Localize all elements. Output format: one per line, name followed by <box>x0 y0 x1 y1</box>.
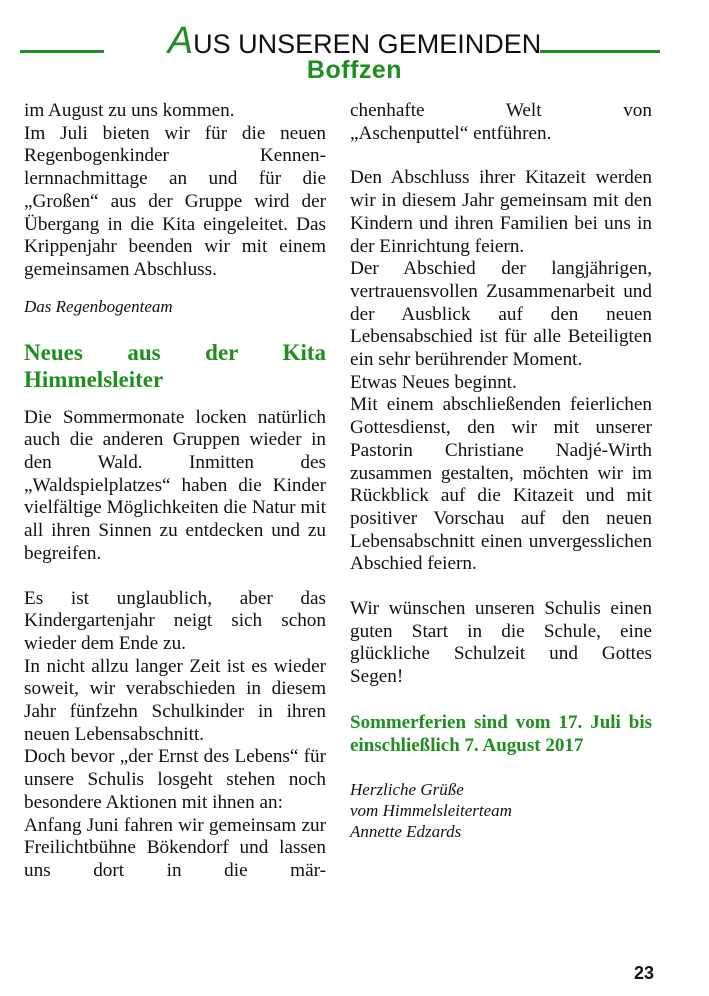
paragraph: „Aschenputtel“ entführen. <box>350 122 552 144</box>
section-subtitle: Boffzen <box>306 56 403 84</box>
spacer <box>24 566 326 588</box>
page-number: 23 <box>634 963 655 983</box>
holiday-notice: Sommerferien sind vom 17. Juli bis einschließlich 7. August 2017 <box>350 711 652 756</box>
spacer <box>350 576 652 598</box>
paragraph: Im Juli bieten wir für die neuen Regenbogenkinder Kennen-lernnachmittage an und für die „Großen“ aus der Gruppe wird der Übergang in die Kita eingeleitet. Das Krippenjahr beenden wir mit einem gemeinsamen Abschluss. <box>24 122 326 280</box>
signature: Das Regenbogenteam <box>24 296 173 316</box>
paragraph: Die Sommermonate locken natürlich auch die anderen Gruppen wieder in den Wald. Inmitten des „Waldspielplatzes“ haben die Kinder vielfältige Möglichkeiten die Natur mit all ihren Sinnen zu entdecken und zu begreifen. <box>24 406 326 564</box>
spacer <box>350 757 652 779</box>
spacer <box>24 393 326 407</box>
paragraph: Doch bevor „der Ernst des Lebens“ für unsere Schulis losgeht stehen noch besondere Aktionen mit ihnen an: <box>24 746 326 813</box>
paragraph: Etwas Neues beginnt. <box>350 371 517 393</box>
greeting-line: Herzliche Grüße <box>350 779 464 799</box>
spacer <box>24 282 326 296</box>
spacer <box>350 145 652 167</box>
greeting-line: Annette Edzards <box>350 821 462 841</box>
greeting-line: vom Himmelsleiterteam <box>350 800 512 820</box>
paragraph: im August zu uns kommen. <box>24 100 235 121</box>
section-title-rest: US UNSEREN GEMEINDEN <box>193 29 542 59</box>
right-column <box>350 100 652 842</box>
left-column <box>24 100 326 883</box>
paragraph: Anfang Juni fahren wir gemeinsam zur Freilichtbühne Bökendorf und lassen uns dort in die mär- <box>24 814 326 881</box>
paragraph: Es ist unglaublich, aber das Kindergartenjahr neigt sich schon wieder dem Ende zu. <box>24 587 326 654</box>
section-title-initial: A <box>167 20 194 62</box>
paragraph: Mit einem abschließenden feierlichen Gottesdienst, den wir mit unserer Pastorin Christiane Nadjé-Wirth zusammen gestalten, möchten wir im Rückblick auf die Kitazeit und mit positiver Vorschau auf den neuen Lebensabschnitt einen unvergesslichen Abschied feiern. <box>350 394 652 575</box>
spacer <box>350 689 652 711</box>
article-heading: Neues aus der Kita Himmelsleiter <box>24 339 326 392</box>
paragraph: Wir wünschen unseren Schulis einen guten Start in die Schule, eine glückliche Schulzeit und Gottes Segen! <box>350 598 652 688</box>
paragraph: Der Abschied der langjährigen, vertrauensvollen Zusammenarbeit und der Ausblick auf den neuen Lebensabschied ist für alle Beteiligten ein sehr berührender Moment. <box>350 258 652 371</box>
spacer <box>24 317 326 339</box>
paragraph: Den Abschluss ihrer Kitazeit werden wir in diesem Jahr gemeinsam mit den Kindern und ihren Familien bei uns in der Einrichtung feiern. <box>350 167 652 257</box>
paragraph: In nicht allzu langer Zeit ist es wieder soweit, wir verabschieden in diesem Jahr fünfzehn Schulkinder in ihren neuen Lebensabschnitt. <box>24 655 326 745</box>
paragraph: chenhafte Welt von <box>350 100 652 121</box>
